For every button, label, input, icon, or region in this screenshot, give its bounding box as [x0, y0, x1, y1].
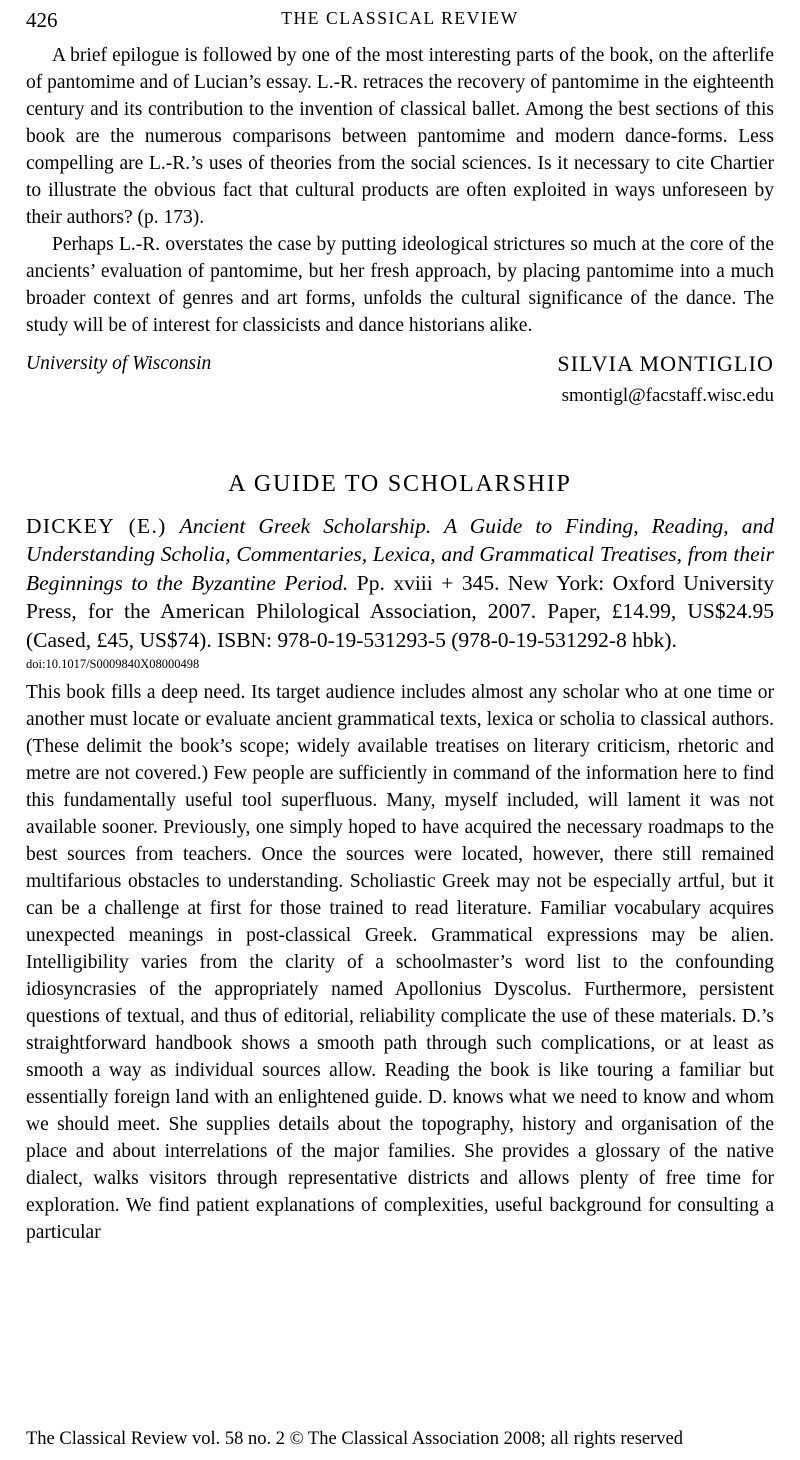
citation-author: DICKEY (E.): [26, 514, 167, 538]
page-footer: The Classical Review vol. 58 no. 2 © The Classical Association 2008; all rights reserved: [26, 1429, 683, 1449]
review-end-paragraph-1: A brief epilogue is followed by one of the most interesting parts of the book, on the afterlife of pantomime and of Lucian’s essay. L.-R. retraces the recovery of pantomime in the eighteenth century and its contribution to the invention of classical ballet. Among the best sections of this book are the numerous comparisons between pantomime and modern dance-forms. Less compelling are L.-R.’s uses of theories from the social sciences. Is it necessary to cite Chartier to illustrate the obvious fact that cultural products are often exploited in ways unforeseen by their authors? (p. 173).: [26, 45, 774, 228]
citation-title: Ancient Greek Scholarship. A Guide to Finding, Reading, and Understanding Scholia, Commentaries, Lexica, and Grammatical Treatises, from their Beginnings to the Byzantine Period.: [26, 514, 774, 595]
citation-doi: doi:10.1017/S0009840X08000498: [26, 656, 200, 671]
reviewer-email: smontigl@facstaff.wisc.edu: [561, 385, 774, 406]
citation-imprint: Pp. xviii + 345. New York: Oxford University Press, for the American Philological Association, 2007. Paper, £14.99, US$24.95 (Cased, £45, US$74). ISBN: 978-0-19-531293-5 (978-0-19-531292-8 hbk).: [26, 570, 774, 652]
review-body-paragraph-1: This book fills a deep need. Its target audience includes almost any scholar who at one time or another must locate or evaluate ancient grammatical texts, lexica or scholia to classical authors. (These delimit the book’s scope; widely available treatises on literary criticism, rhetoric and metre are not covered.) Few people are sufficiently in command of the information here to find this fundamentally useful tool superfluous. Many, myself included, will lament it was not available sooner. Previously, one simply hoped to have acquired the necessary roadmaps to the best sources from teachers. Once the sources were located, however, there still remained multifarious obstacles to understanding. Scholiastic Greek may not be especially artful, but it can be a challenge at first for those trained to read literature. Familiar vocabulary acquires unexpected meanings in post-classical Greek. Grammatical expressions may be alien. Intelligibility varies from the clarity of a schoolmaster’s word list to the confounding idiosyncrasies of the appropriately named Apollonius Dyscolus. Furthermore, persistent questions of textual, and thus of editorial, reliability complicate the use of these materials. D.’s straightforward handbook shows a smooth path through such complications, or at least as smooth a way as individual sources allow. Reading the book is like touring a familiar but essentially foreign land with an enlightened guide. D. knows what we need to know and whom we should meet. She supplies details about the topography, history and organisation of the place and about interrelations of the major families. She provides a glossary of the native dialect, walks visitors through representative districts and allows plenty of free time for exploration. We find patient explanations of complexities, useful background for consulting a particular: [26, 681, 774, 1243]
page-content: [26, 42, 774, 1246]
page-number: 426: [26, 8, 58, 32]
reviewer-name: SILVIA MONTIGLIO: [557, 351, 774, 376]
running-head: [26, 8, 774, 42]
signature-block: [26, 353, 774, 429]
book-citation: [26, 512, 774, 654]
section-heading: A GUIDE TO SCHOLARSHIP: [228, 471, 572, 497]
reviewer-affiliation: University of Wisconsin: [26, 353, 212, 374]
review-end-paragraph-2: Perhaps L.-R. overstates the case by putting ideological strictures so much at the core of the ancients’ evaluation of pantomime, but her fresh approach, by placing pantomime into a much broader context of genres and art forms, unfolds the cultural significance of the dance. The study will be of interest for classicists and dance historians alike.: [26, 234, 774, 336]
journal-page: [0, 8, 800, 1460]
journal-title: THE CLASSICAL REVIEW: [281, 8, 519, 28]
